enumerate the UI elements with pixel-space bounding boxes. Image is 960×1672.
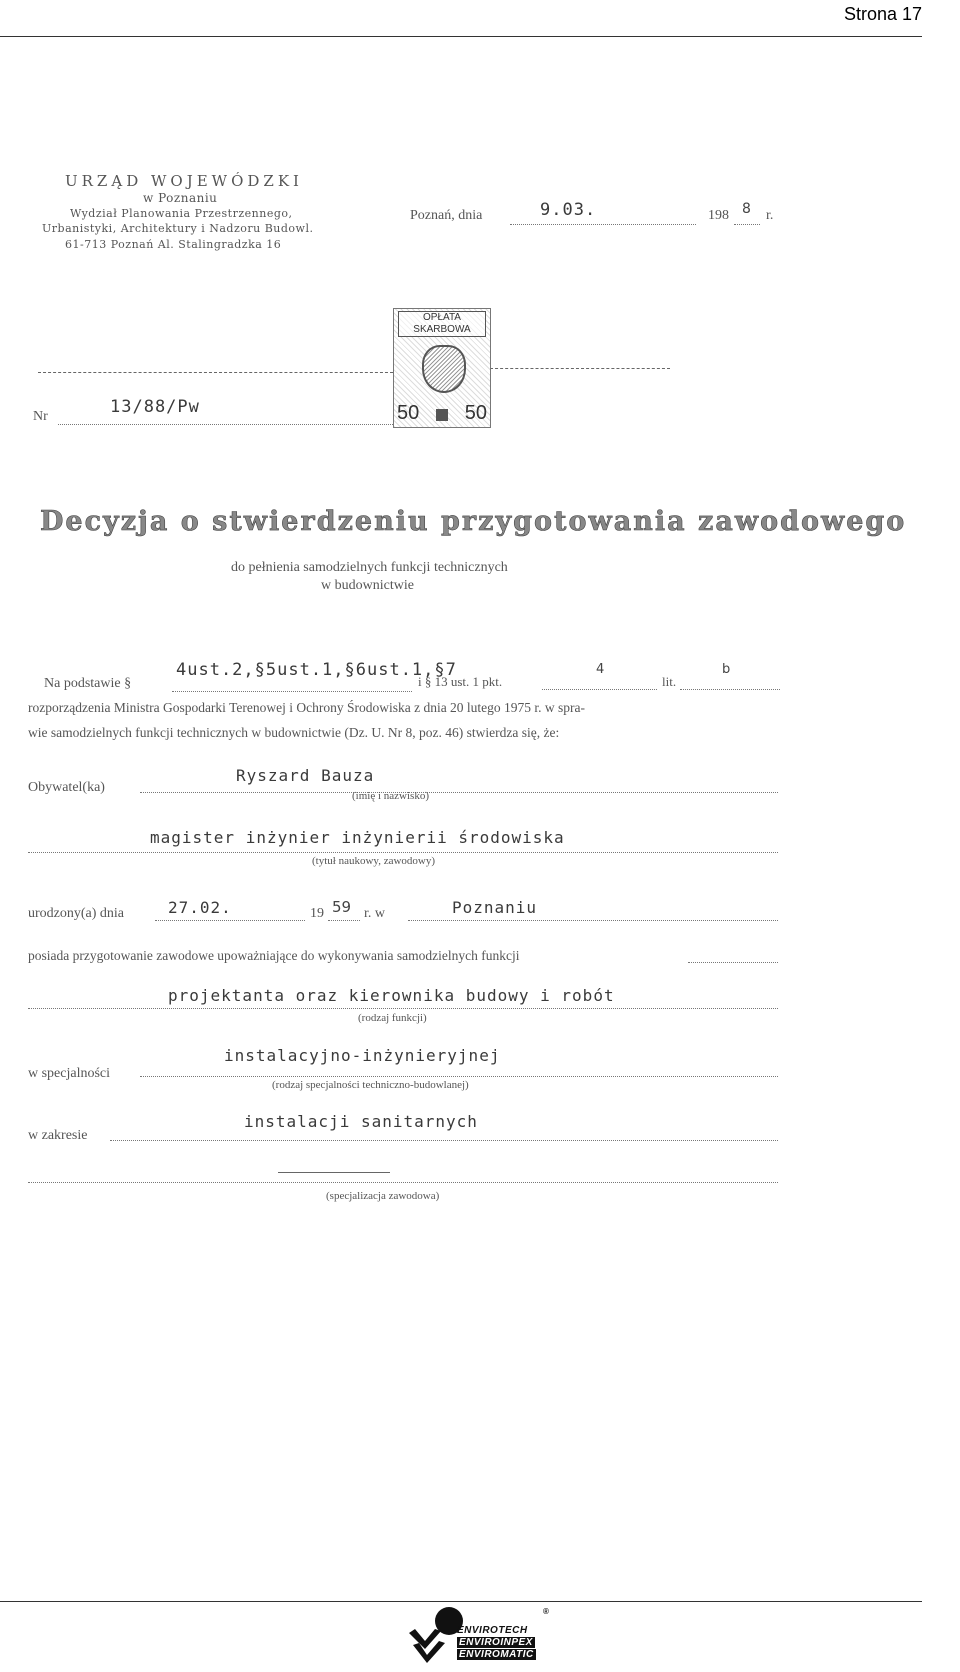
birth-year-dots: [328, 920, 360, 921]
scope-dots: [110, 1140, 778, 1141]
basis-line-2: rozporządzenia Ministra Gospodarki Terenowej i Ochrony Środowiska z dnia 20 lutego 1975 r. w spra-: [28, 700, 586, 715]
date-value: 9.03.: [540, 200, 597, 220]
citizen-dots: [140, 792, 778, 793]
logo-mark-icon: [405, 1605, 465, 1667]
page-title: Decyzja o stwierdzeniu przygotowania zawodowego: [40, 506, 907, 537]
specialty-dots: [140, 1076, 778, 1077]
number-value: 13/88/Pw: [110, 397, 200, 417]
basis-dots: [172, 691, 412, 692]
brand-enviromatic: ENVIROMATIC: [459, 1649, 534, 1660]
footer-rule: [0, 1601, 922, 1602]
header-rule: [0, 36, 922, 37]
function-caption: (rodzaj funkcji): [358, 1012, 427, 1024]
pkt-value: 4: [596, 662, 605, 677]
brand-envirotech: ENVIROTECH: [457, 1625, 528, 1636]
qualification-line: posiada przygotowanie zawodowe upoważniające do wykonywania samodzielnych funkcji: [28, 948, 520, 963]
office-address: 61-713 Poznań Al. Stalingradzka 16: [65, 238, 282, 251]
specialty-caption: (rodzaj specjalności techniczno-budowlanej): [272, 1079, 469, 1091]
year-dots: [734, 224, 760, 225]
specialty-value: instalacyjno-inżynieryjnej: [224, 1046, 501, 1065]
registered-mark: ®: [543, 1607, 550, 1616]
birth-date: 27.02.: [168, 898, 232, 917]
scope-dots-2: [28, 1182, 778, 1183]
scope-value: instalacji sanitarnych: [244, 1112, 478, 1131]
scope-label: w zakresie: [28, 1128, 88, 1143]
birth-place-label: r. w: [364, 906, 385, 921]
degree-value: magister inżynier inżynierii środowiska: [150, 828, 565, 847]
brand-enviroinpex: ENVIROINPEX: [459, 1637, 533, 1648]
basis-printed: i § 13 ust. 1 pkt.: [418, 674, 503, 689]
revenue-stamp: [393, 308, 491, 428]
degree-dots: [28, 852, 778, 853]
date-year-prefix: 198: [708, 208, 729, 223]
citizen-caption: (imię i nazwisko): [352, 790, 429, 802]
qualification-dots: [688, 962, 778, 963]
faint-rule-left: [38, 372, 393, 373]
scope-caption: (specjalizacja zawodowa): [326, 1190, 440, 1202]
date-suffix: r.: [766, 208, 774, 223]
subtitle-line-2: w budownictwie: [321, 578, 414, 593]
birth-year-prefix: 19: [310, 906, 324, 921]
birth-label: urodzony(a) dnia: [28, 906, 125, 921]
lit-value: b: [722, 662, 731, 677]
number-dots: [58, 424, 393, 425]
office-city: w Poznaniu: [143, 191, 218, 205]
stamp-value-left: 50: [397, 402, 420, 424]
faint-rule-right: [490, 368, 670, 369]
specialty-label: w specjalności: [28, 1066, 111, 1081]
citizen-name: Ryszard Bauza: [236, 766, 375, 785]
birth-place: Poznaniu: [452, 898, 538, 917]
number-label: Nr: [33, 409, 48, 424]
lit-dots: [680, 689, 780, 690]
date-label: Poznań, dnia: [410, 208, 483, 223]
company-logo: [405, 1605, 555, 1667]
function-value: projektanta oraz kierownika budowy i robót: [168, 986, 615, 1005]
stamp-value-right: 50: [464, 402, 487, 424]
citizen-label: Obywatel(ka): [28, 780, 105, 795]
page-number: Strona 17: [843, 4, 922, 24]
lit-label: lit.: [662, 674, 677, 689]
office-dept: Wydział Planowania Przestrzennego,: [70, 207, 293, 220]
birth-year-suffix: 59: [332, 898, 352, 916]
birth-date-dots: [155, 920, 305, 921]
stamp-label: OPŁATA SKARBOWA: [398, 311, 486, 337]
subtitle-line-1: do pełnienia samodzielnych funkcji technicznych: [231, 560, 508, 575]
office-name: URZĄD WOJEWÓDZKI: [65, 172, 303, 190]
date-year-suffix: 8: [742, 201, 751, 217]
pkt-dots: [542, 689, 657, 690]
office-dept-2: Urbanistyki, Architektury i Nadzoru Budowl.: [42, 222, 314, 235]
scope-underline: [278, 1172, 390, 1173]
degree-caption: (tytuł naukowy, zawodowy): [312, 855, 436, 867]
eagle-emblem-icon: [422, 345, 466, 393]
basis-handwritten: 4ust.2,§5ust.1,§6ust.1,§7: [176, 660, 457, 680]
basis-label: Na podstawie §: [44, 676, 132, 691]
function-dots: [28, 1008, 778, 1009]
basis-line-3: wie samodzielnych funkcji technicznych w budownictwie (Dz. U. Nr 8, poz. 46) stwierdza się, że:: [28, 725, 560, 740]
crest-icon: [436, 409, 448, 421]
birth-place-dots: [408, 920, 778, 921]
date-dots: [510, 224, 696, 225]
